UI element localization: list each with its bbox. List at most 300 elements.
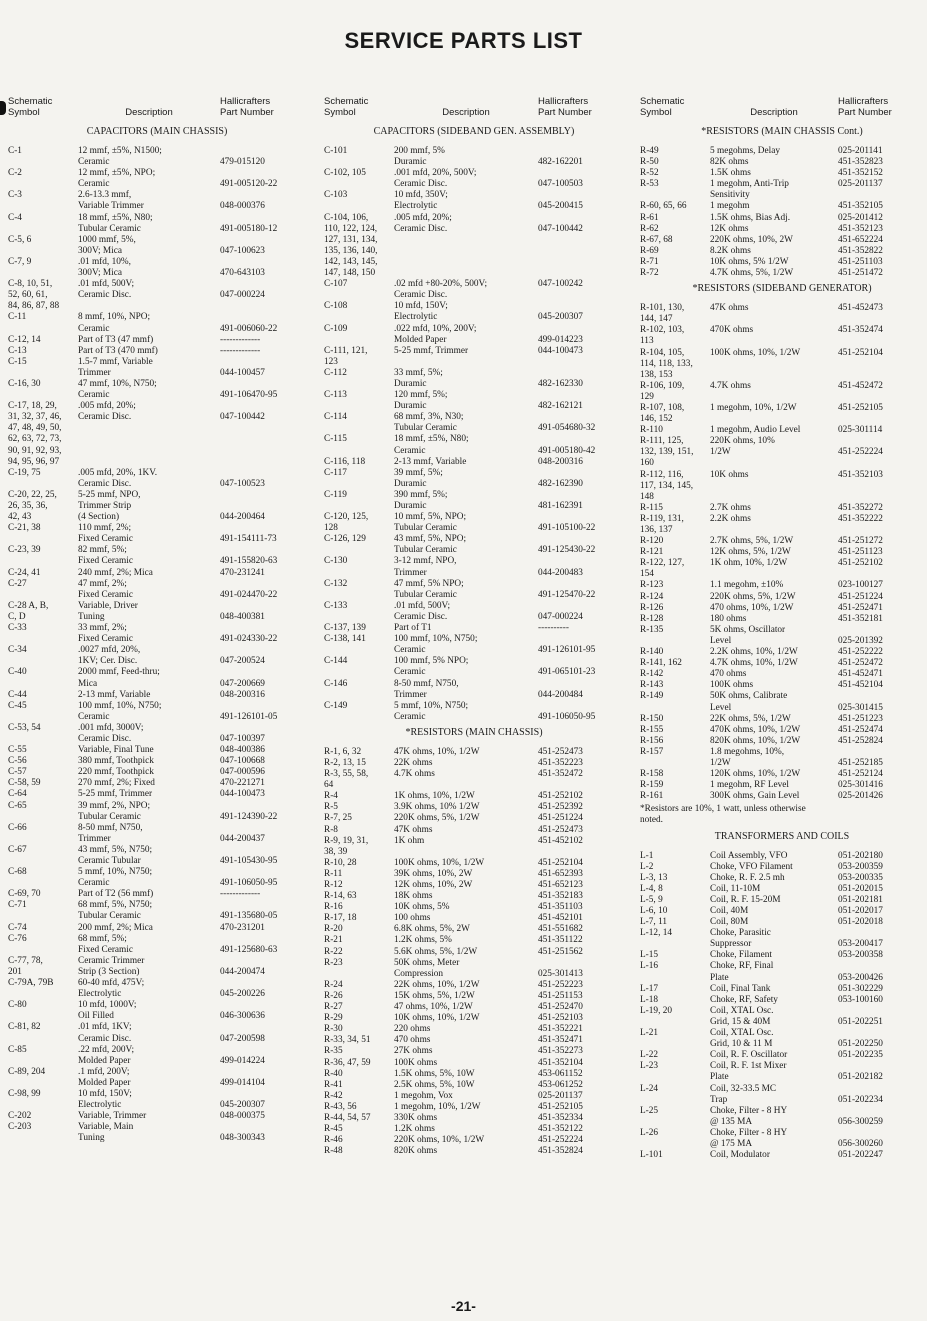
part-number: 470-231241	[220, 567, 265, 578]
parts-row	[8, 889, 306, 900]
part-number: 051-202182	[838, 1072, 883, 1083]
parts-row	[8, 279, 306, 312]
schematic-symbol: L-18	[640, 994, 659, 1005]
part-description: 200 mmf, 5% Duramic	[394, 146, 445, 168]
header-description: Description	[125, 107, 173, 118]
parts-row	[8, 579, 306, 601]
parts-row	[324, 891, 624, 902]
parts-row	[640, 536, 924, 547]
part-description: 10 mfd, 350V; Electrolytic	[394, 190, 448, 212]
part-description: 1.8 megohms, 10%, 1/2W	[710, 746, 785, 768]
part-description: 33 mmf, 5%; Duramic	[394, 367, 443, 389]
parts-row	[640, 268, 924, 279]
part-description: Coil, R. F. 15-20M	[710, 894, 781, 905]
parts-row	[8, 645, 306, 667]
schematic-symbol: R-106, 109, 129	[640, 380, 685, 402]
part-description: Coil, R. F. 1st Mixer Plate	[710, 1061, 787, 1083]
part-number: 048-400386	[220, 745, 265, 756]
part-number: 044-200483	[538, 567, 583, 578]
schematic-symbol: R-121	[640, 547, 664, 558]
part-number: 045-200307	[538, 312, 583, 323]
part-number: 048-200316	[538, 456, 583, 467]
schematic-symbol: R-110	[640, 425, 663, 436]
schematic-symbol: R-11	[324, 868, 343, 879]
part-number: 451-251224	[538, 813, 583, 824]
part-description: 10K ohms, 10%, 1/2W	[394, 1013, 480, 1024]
part-number: 044-200474	[220, 966, 265, 977]
part-number: 491-126101-05	[220, 711, 278, 722]
parts-row	[324, 701, 624, 723]
part-number: 491-106470-95	[220, 390, 278, 401]
part-number: 451-252223	[538, 979, 583, 990]
part-description: 220K ohms, 5%, 1/2W	[710, 591, 796, 602]
schematic-symbol: L-19, 20	[640, 1005, 673, 1016]
header-description: Description	[750, 107, 798, 118]
schematic-symbol: R-10, 28	[324, 857, 357, 868]
schematic-symbol: C-19, 75	[8, 467, 41, 478]
schematic-symbol: R-135	[640, 624, 664, 635]
parts-row	[8, 545, 306, 567]
part-description: .01 mfd, 1KV; Ceramic Disc.	[78, 1022, 132, 1044]
parts-row	[640, 995, 924, 1006]
schematic-symbol: R-20	[324, 924, 343, 935]
part-number: 051-202250	[838, 1039, 883, 1050]
part-description: 12 mmf, ±5%, NPO; Ceramic	[78, 168, 156, 190]
parts-row	[640, 725, 924, 736]
part-description: .001 mfd, 3000V; Ceramic Disc.	[78, 722, 144, 744]
schematic-symbol: R-4	[324, 791, 338, 802]
parts-row	[324, 656, 624, 678]
parts-row	[8, 568, 306, 579]
header-schematic-symbol: Schematic Symbol	[324, 96, 369, 118]
part-description: .02 mfd +80-20%, 500V; Ceramic Disc.	[394, 279, 488, 301]
parts-row	[324, 146, 624, 168]
parts-row	[640, 862, 924, 873]
part-description: .005 mfd, 20%, 1KV. Ceramic Disc.	[78, 467, 158, 489]
parts-row	[8, 756, 306, 767]
part-number: 470-231201	[220, 922, 265, 933]
part-description: 12 mmf, ±5%, N1500; Ceramic	[78, 146, 162, 168]
parts-row	[640, 213, 924, 224]
page-number: -21-	[451, 1298, 476, 1314]
part-number: 499-014104	[220, 1077, 265, 1088]
part-number: 491-024330-22	[220, 634, 278, 645]
part-description: .022 mfd, 10%, 200V; Molded Paper	[394, 323, 477, 345]
schematic-symbol: C-107	[324, 279, 348, 290]
part-number: 451-352105	[838, 201, 883, 212]
parts-row	[324, 457, 624, 468]
parts-row	[8, 168, 306, 190]
part-description: Variable, Main Tuning	[78, 1122, 134, 1144]
part-number: 044-200484	[538, 689, 583, 700]
schematic-symbol: R-157	[640, 746, 664, 757]
schematic-symbol: R-111, 125, 132, 139, 151, 160	[640, 436, 694, 469]
schematic-symbol: R-156	[640, 735, 664, 746]
parts-row	[640, 625, 924, 647]
schematic-symbol: C-137, 139	[324, 623, 366, 634]
schematic-symbol: C-133	[324, 600, 348, 611]
schematic-symbol: R-140	[640, 647, 664, 658]
part-number: 451-352183	[538, 891, 583, 902]
parts-row	[324, 468, 624, 490]
parts-row	[8, 257, 306, 279]
parts-row	[324, 512, 624, 534]
part-description: 470 ohms	[710, 669, 747, 680]
part-number: 451-252471	[838, 602, 883, 613]
parts-row	[640, 928, 924, 950]
part-number: 491-024470-22	[220, 589, 278, 600]
schematic-symbol: R-150	[640, 713, 664, 724]
parts-row	[324, 1035, 624, 1046]
part-number: 491-126101-95	[538, 645, 596, 656]
schematic-symbol: R-62	[640, 223, 659, 234]
schematic-symbol: R-115	[640, 502, 663, 513]
parts-row	[8, 623, 306, 645]
schematic-symbol: L-4, 8	[640, 883, 663, 894]
part-description: 39K ohms, 10%, 2W	[394, 868, 473, 879]
parts-row	[8, 1000, 306, 1022]
part-number: 045-200226	[220, 989, 265, 1000]
schematic-symbol: C-58, 59	[8, 778, 41, 789]
part-description: 10 mfd, 1000V; Oil Filled	[78, 1000, 137, 1022]
section-title: *RESISTORS (MAIN CHASSIS Cont.)	[701, 126, 863, 137]
part-number: 053-200426	[838, 972, 883, 983]
schematic-symbol: C-85	[8, 1044, 27, 1055]
part-number: 451-252102	[838, 558, 883, 569]
part-number: 499-014223	[538, 334, 583, 345]
parts-row	[640, 325, 924, 347]
part-description: 220K ohms, 10% 1/2W	[710, 436, 775, 458]
part-number: 047-000224	[538, 611, 583, 622]
part-description: 10 mmf, 5%, NPO; Tubular Ceramic	[394, 512, 467, 534]
parts-row	[8, 867, 306, 889]
part-number: 451-352334	[538, 1112, 583, 1123]
schematic-symbol: C-33	[8, 623, 27, 634]
schematic-symbol: R-17, 18	[324, 913, 357, 924]
parts-row	[8, 1022, 306, 1044]
part-number: 451-452101	[538, 913, 583, 924]
schematic-symbol: R-124	[640, 591, 664, 602]
part-description: Coil, 32-33.5 MC Trap	[710, 1083, 777, 1105]
schematic-symbol: R-33, 34, 51	[324, 1035, 371, 1046]
parts-row	[640, 873, 924, 884]
part-description: 8-50 mmf, N750, Trimmer	[394, 678, 459, 700]
schematic-symbol: C-44	[8, 689, 27, 700]
schematic-symbol: R-44, 54, 57	[324, 1112, 371, 1123]
part-number: 451-251153	[538, 990, 583, 1001]
schematic-symbol: C-11	[8, 312, 27, 323]
schematic-symbol: R-52	[640, 168, 659, 179]
schematic-symbol: C-202	[8, 1111, 32, 1122]
schematic-symbol: R-16	[324, 902, 343, 913]
schematic-symbol: R-143	[640, 680, 664, 691]
schematic-symbol: R-24	[324, 979, 343, 990]
parts-row	[324, 769, 624, 791]
part-number: 482-162390	[538, 478, 583, 489]
part-number: 451-652123	[538, 880, 583, 890]
part-description: Variable, Final Tune	[78, 745, 154, 756]
part-description: 1.5-7 mmf, Variable Trimmer	[78, 356, 153, 378]
part-number: 451-352104	[538, 1057, 583, 1068]
part-number: 451-252124	[838, 769, 883, 780]
part-number: 047-100397	[220, 733, 265, 744]
schematic-symbol: C-98, 99	[8, 1088, 41, 1099]
schematic-symbol: R-161	[640, 791, 664, 802]
schematic-symbol: R-41	[324, 1079, 343, 1090]
part-description: 820K ohms	[394, 1146, 438, 1157]
parts-row	[324, 825, 624, 836]
part-description: 10 mfd, 150V; Electrolytic	[78, 1088, 132, 1111]
parts-row	[324, 490, 624, 512]
parts-row	[640, 961, 924, 983]
schematic-symbol: C-109	[324, 323, 348, 334]
part-number: 048-300343	[220, 1133, 265, 1144]
part-description: 82K ohms	[710, 157, 749, 168]
parts-row	[324, 390, 624, 412]
section-title: CAPACITORS (MAIN CHASSIS)	[86, 126, 228, 137]
parts-row	[640, 1061, 924, 1083]
schematic-symbol: C-112	[324, 367, 347, 378]
part-number: 025-201137	[538, 1090, 583, 1101]
parts-row	[324, 412, 624, 434]
part-description: 100 mmf, 5% NPO; Ceramic	[394, 656, 469, 678]
part-description: 5 mmf, 10%, N750; Ceramic	[78, 867, 153, 889]
part-number: 451-351103	[538, 902, 583, 913]
parts-row	[640, 503, 924, 514]
part-number: 451-252105	[538, 1101, 583, 1112]
parts-row	[8, 1045, 306, 1067]
parts-row	[324, 434, 624, 456]
part-description: Coil, Modulator	[710, 1150, 770, 1161]
part-description: 1K ohm, 10%, 1/2W	[710, 558, 788, 569]
part-description: 10 mfd, 150V; Electrolytic	[394, 301, 448, 323]
part-number: 451-352221	[538, 1024, 583, 1035]
part-description: .005 mfd, 20%; Ceramic Disc.	[394, 212, 452, 234]
parts-row	[640, 1128, 924, 1150]
parts-row	[640, 514, 924, 536]
part-number: 482-162330	[538, 378, 583, 389]
parts-row	[324, 913, 624, 924]
parts-row	[324, 213, 624, 280]
parts-row	[324, 1146, 624, 1157]
schematic-symbol: R-5	[324, 802, 338, 813]
part-description: Choke, Filter - 8 HY @ 135 MA	[710, 1105, 788, 1127]
schematic-symbol: C-81, 82	[8, 1022, 41, 1033]
part-description: 4.7K ohms	[710, 380, 751, 391]
part-number: 047-000224	[220, 290, 265, 301]
schematic-symbol: C-8, 10, 51, 52, 60, 61, 84, 86, 87, 88	[8, 279, 60, 312]
parts-row	[8, 468, 306, 490]
part-number: 047-000596	[220, 767, 265, 778]
part-number: 451-352123	[838, 223, 883, 234]
part-number: 025-201412	[838, 212, 883, 223]
schematic-symbol: C-16, 30	[8, 378, 41, 389]
part-description: 68 mmf, 5%; Fixed Ceramic	[78, 933, 133, 955]
parts-row	[640, 1006, 924, 1028]
part-description: 8 mmf, 10%, NPO; Ceramic	[78, 312, 151, 334]
part-number: 025-301114	[838, 425, 883, 436]
part-number: 451-251123	[838, 547, 883, 558]
parts-row	[640, 470, 924, 503]
schematic-symbol: R-53	[640, 179, 659, 190]
part-number: 491-005180-12	[220, 223, 278, 234]
part-description: 22K ohms	[394, 757, 433, 768]
part-description: 18 mmf, ±5%, N80; Ceramic	[394, 434, 469, 456]
part-number: 451-352222	[838, 513, 883, 524]
part-number: 451-252224	[538, 1135, 583, 1146]
parts-row	[324, 858, 624, 869]
schematic-symbol: C-117	[324, 467, 347, 478]
parts-row	[640, 680, 924, 691]
schematic-symbol: C-149	[324, 700, 348, 711]
header-part-number: Hallicrafters Part Number	[538, 96, 592, 118]
schematic-symbol: R-43, 56	[324, 1101, 357, 1112]
schematic-symbol: C-57	[8, 767, 27, 778]
parts-row	[8, 956, 306, 978]
part-number: 451-652224	[838, 234, 883, 245]
schematic-symbol: L-7, 11	[640, 917, 668, 928]
schematic-symbol: R-159	[640, 780, 664, 791]
part-number: 051-202017	[838, 906, 883, 916]
part-number: 451-352152	[838, 168, 883, 179]
parts-row	[640, 851, 924, 862]
part-description: 1 megohm, Vox	[394, 1090, 453, 1101]
parts-row	[324, 679, 624, 701]
part-description: 2-13 mmf, Variable	[394, 456, 467, 467]
part-number: 051-202180	[838, 850, 883, 861]
part-description: 100K ohms	[394, 1057, 438, 1068]
part-number: 451-251272	[838, 536, 883, 547]
parts-row	[8, 190, 306, 212]
part-description: 300K ohms, Gain Level	[710, 791, 800, 802]
schematic-symbol: R-12	[324, 880, 343, 890]
part-number: 491-005180-42	[538, 445, 596, 456]
schematic-symbol: C-71	[8, 900, 27, 911]
parts-row	[8, 379, 306, 401]
part-description: .005 mfd, 20%; Ceramic Disc.	[78, 401, 136, 423]
part-description: 50K ohms, Calibrate Level	[710, 691, 788, 713]
schematic-symbol: C-34	[8, 645, 27, 656]
part-description: 470K ohms	[710, 325, 754, 336]
part-number: 451-252104	[838, 347, 883, 358]
section-title: *RESISTORS (MAIN CHASSIS)	[405, 726, 543, 738]
part-description: 82 mmf, 5%; Fixed Ceramic	[78, 545, 133, 567]
part-number: 451-452102	[538, 835, 583, 846]
part-number: 025-301415	[838, 702, 883, 713]
part-number: 491-106050-95	[220, 878, 278, 889]
parts-row	[324, 346, 624, 368]
part-description: Choke, RF, Final Plate	[710, 961, 774, 983]
part-description: .1 mfd, 200V; Molded Paper	[78, 1066, 131, 1088]
part-description: 470 ohms	[394, 1035, 431, 1046]
parts-row	[640, 303, 924, 325]
parts-row	[640, 558, 924, 580]
part-number: 053-200417	[838, 939, 883, 950]
part-number: 451-251472	[838, 268, 883, 279]
parts-row	[640, 691, 924, 713]
parts-row	[8, 801, 306, 823]
schematic-symbol: C-56	[8, 756, 27, 767]
part-number: 451-252103	[538, 1013, 583, 1024]
part-number: 491-135680-05	[220, 911, 278, 922]
parts-row	[640, 736, 924, 747]
parts-row	[324, 1069, 624, 1080]
part-description: 220K ohms, 10%, 2W	[710, 234, 793, 245]
schematic-symbol: R-67, 68	[640, 234, 673, 245]
part-description: 100 mmf, 10%, N750; Ceramic	[78, 700, 162, 722]
part-number: 044-200437	[220, 833, 265, 844]
part-number: 491-065101-23	[538, 667, 596, 678]
part-description: 10K ohms, 5% 1/2W	[710, 256, 789, 267]
part-number: 047-200669	[220, 678, 265, 689]
part-description: 200 mmf, 2%; Mica	[78, 922, 153, 933]
part-number: 451-252473	[538, 824, 583, 835]
part-number: 491-105100-22	[538, 523, 596, 534]
part-description: 1.5K ohms, Bias Adj.	[710, 212, 791, 223]
part-description: Choke, VFO Filament	[710, 861, 793, 872]
schematic-symbol: C-76	[8, 933, 27, 944]
part-number: -------------	[220, 334, 261, 345]
schematic-symbol: R-29	[324, 1013, 343, 1024]
part-number: 045-200307	[220, 1100, 265, 1111]
schematic-symbol: L-16	[640, 961, 659, 972]
section-title: TRANSFORMERS AND COILS	[714, 830, 850, 842]
parts-row	[640, 714, 924, 725]
part-description: 2.7K ohms	[710, 502, 751, 513]
part-description: 240 mmf, 2%; Mica	[78, 567, 153, 578]
schematic-symbol: C-64	[8, 789, 27, 800]
parts-row	[8, 667, 306, 689]
part-number: 051-202015	[838, 883, 883, 894]
part-description: 390 mmf, 5%; Duramic	[394, 489, 448, 511]
schematic-symbol: C-102, 105	[324, 168, 366, 179]
parts-row	[324, 1013, 624, 1024]
schematic-symbol: C-108	[324, 301, 348, 312]
schematic-symbol: R-14, 63	[324, 891, 357, 902]
part-number: 047-100668	[220, 756, 265, 767]
part-description: 39 mmf, 2%, NPO; Tubular Ceramic	[78, 800, 151, 822]
schematic-symbol: R-142	[640, 669, 664, 680]
part-number: 451-452472	[838, 380, 883, 391]
part-number: 482-162121	[538, 401, 583, 412]
part-number: 451-252104	[538, 857, 583, 868]
parts-row	[640, 950, 924, 961]
part-description: 5-25 mmf, NPO, Trimmer Strip (4 Section)	[78, 489, 141, 523]
part-number: 451-251562	[538, 946, 583, 957]
part-number: 451-251223	[838, 713, 883, 724]
schematic-symbol: R-104, 105, 114, 118, 133, 138, 153	[640, 347, 693, 380]
parts-row	[324, 836, 624, 858]
part-number: 451-352223	[538, 757, 583, 768]
parts-row	[8, 934, 306, 956]
schematic-symbol: R-120	[640, 536, 664, 547]
parts-row	[640, 1106, 924, 1128]
schematic-symbol: C-55	[8, 745, 27, 756]
part-number: 044-100457	[220, 367, 265, 378]
parts-row	[8, 1089, 306, 1111]
part-number: 451-352122	[538, 1124, 583, 1135]
schematic-symbol: R-102, 103, 113	[640, 325, 685, 347]
parts-row	[8, 523, 306, 545]
part-description: Variable, Driver Tuning	[78, 600, 138, 622]
part-number: 491-125430-22	[538, 545, 596, 556]
parts-row	[324, 869, 624, 880]
schematic-symbol: R-48	[324, 1146, 343, 1157]
parts-row	[8, 312, 306, 334]
part-description: 5.6K ohms, 5%, 1/2W	[394, 946, 478, 957]
part-number: 047-100242	[538, 279, 583, 290]
schematic-symbol: C-104, 106, 110, 122, 124, 127, 131, 134, 135, 136, 140, 142, 143, 145, 147, 148, 150	[324, 212, 378, 279]
